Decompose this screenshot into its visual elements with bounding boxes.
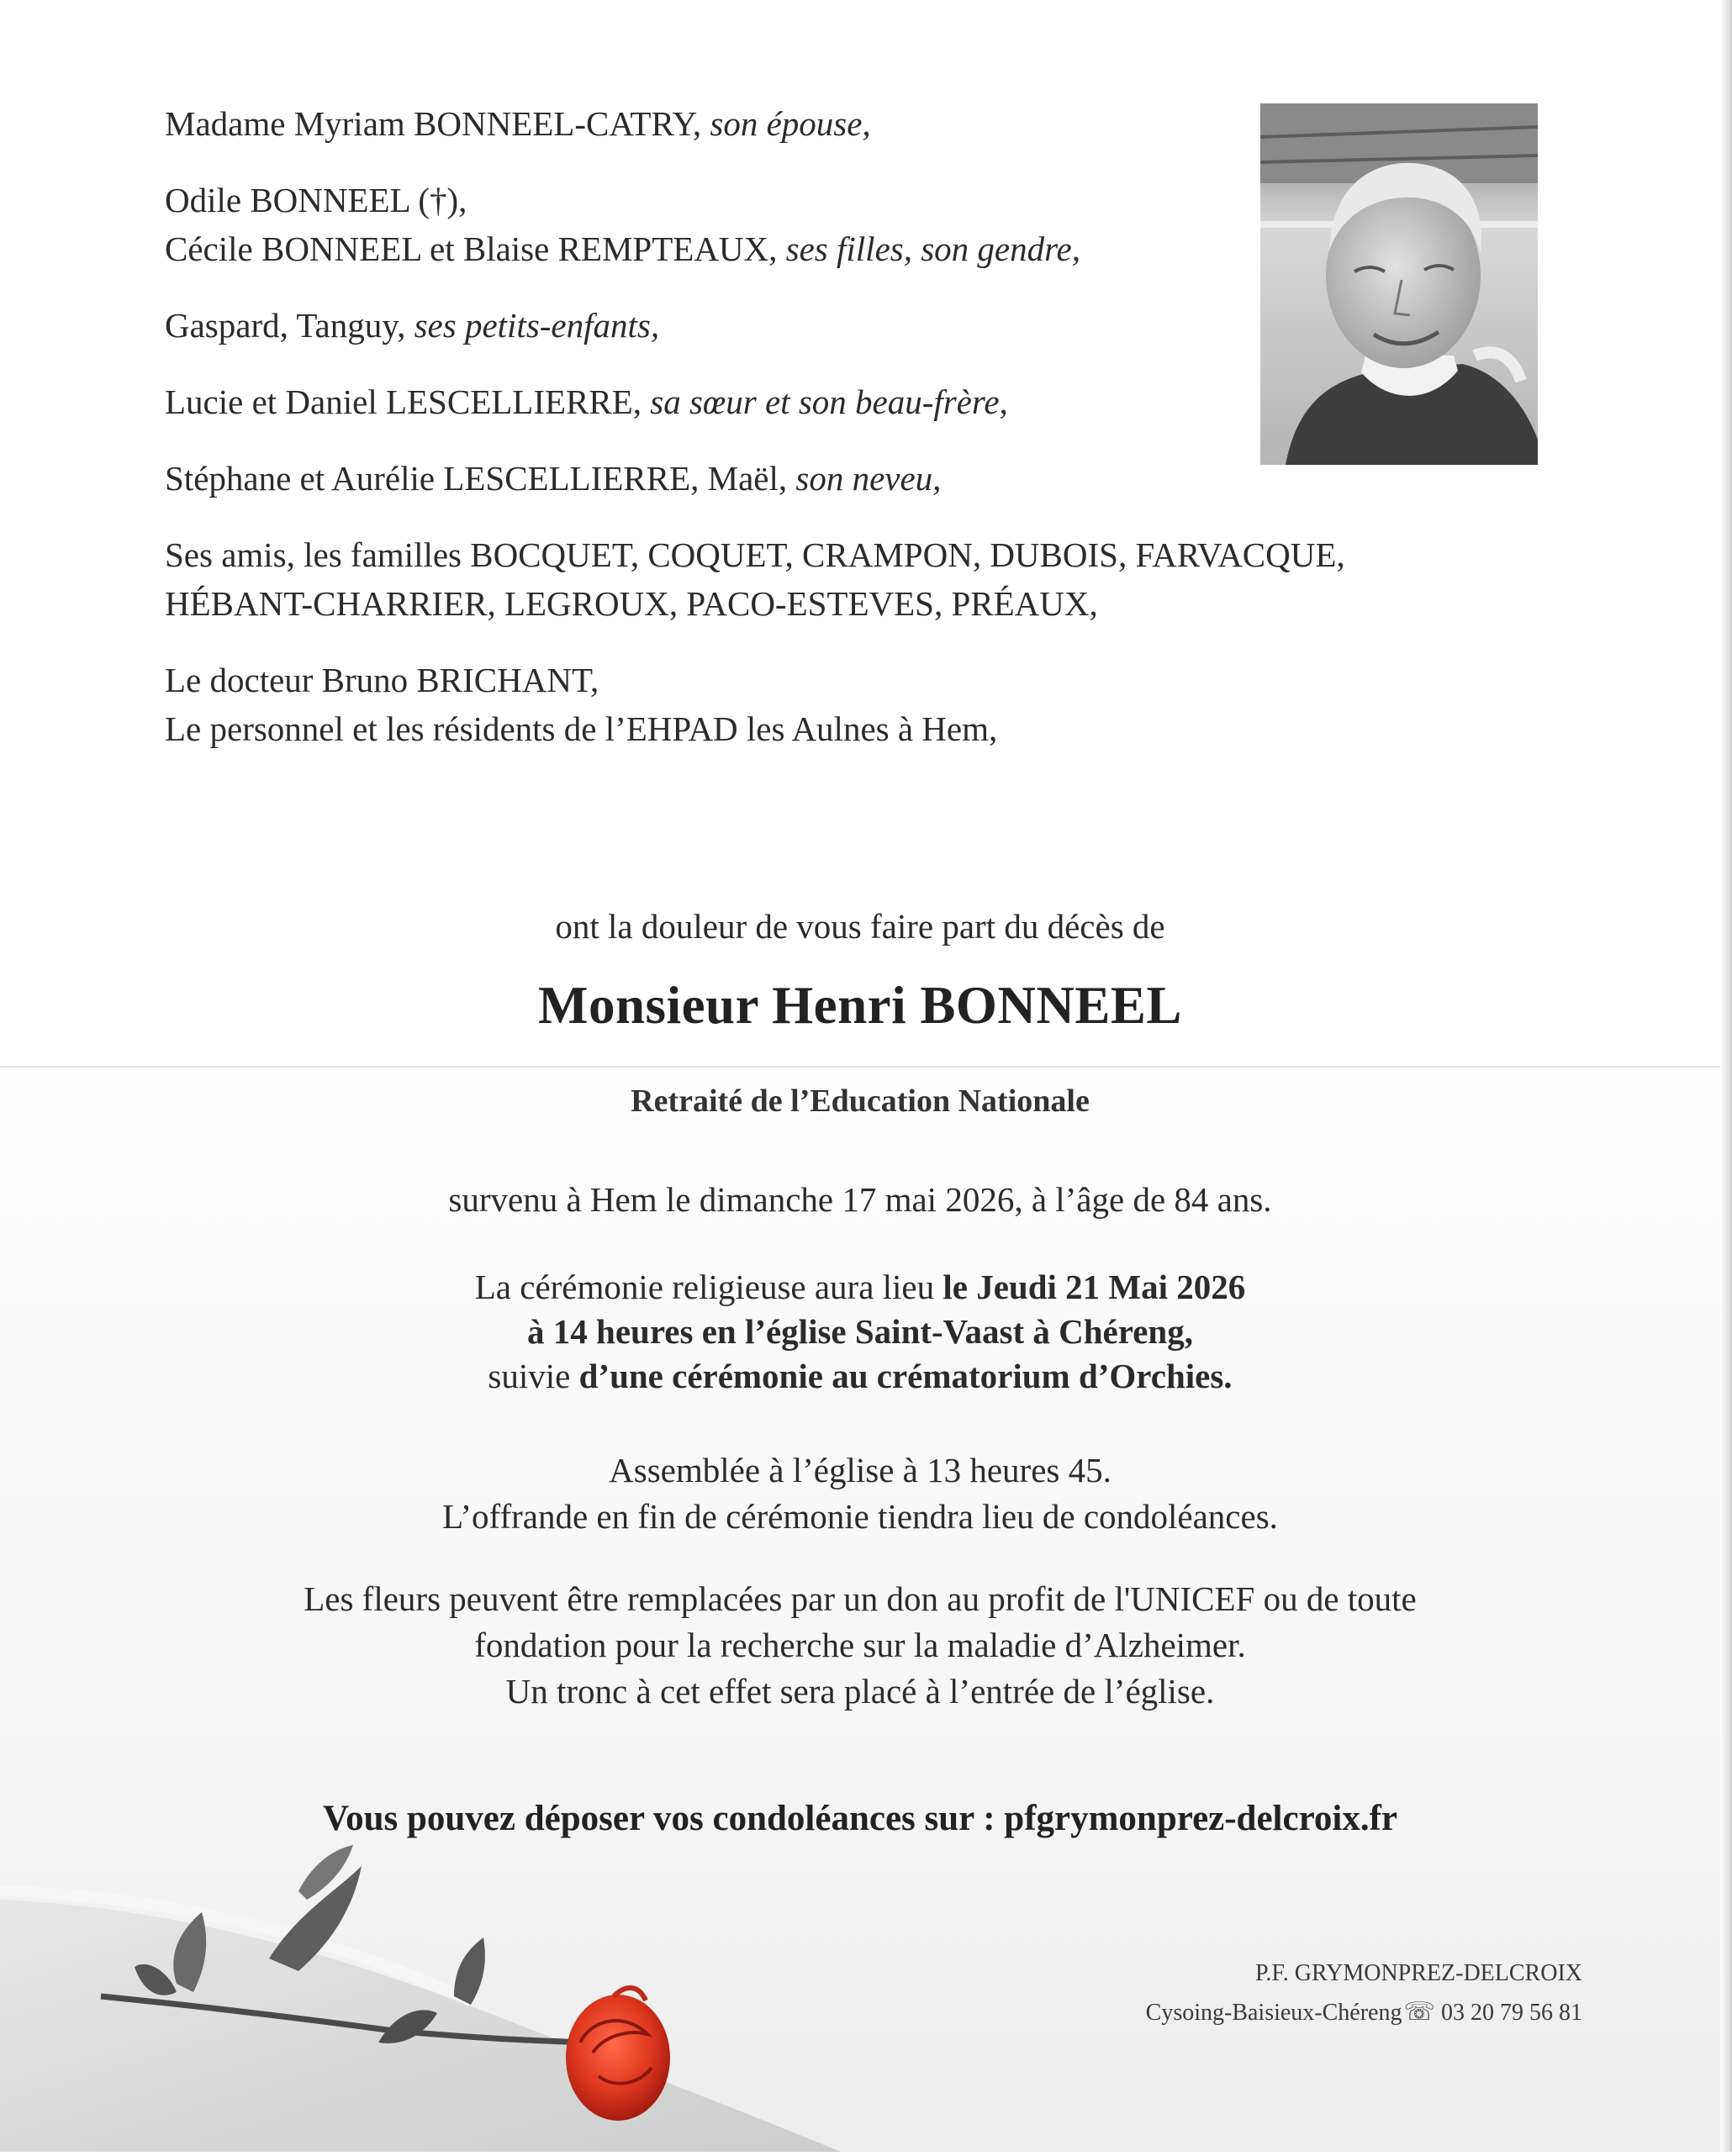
portrait-photo (1260, 103, 1538, 465)
funeral-home-info (1051, 1954, 1582, 2032)
ceremony-details (0, 1265, 1720, 1399)
ceremony-followed-text: suivie (488, 1357, 579, 1395)
family-member-names: Odile BONNEEL (†), (165, 181, 467, 219)
family-member-names: Gaspard, Tanguy, (165, 306, 415, 345)
family-group (165, 530, 1544, 628)
flowers-note (0, 1576, 1720, 1715)
flowers-line: Les fleurs peuvent être remplacées par un don au profit de l'UNICEF ou de toute (304, 1579, 1417, 1618)
family-line (165, 579, 1544, 628)
funeral-home-phone: 03 20 79 56 81 (1441, 2000, 1582, 2026)
family-relation: son neveu, (795, 459, 942, 498)
deceased-title: Retraité de l’Education Nationale (631, 1083, 1090, 1119)
rose-on-beach-image (0, 1832, 841, 2152)
ceremony-date: le Jeudi 21 Mai 2026 (943, 1268, 1246, 1306)
family-relation: ses petits-enfants, (414, 306, 660, 345)
family-relation: ses filles, son gendre, (785, 229, 1081, 268)
deceased-name: Monsieur Henri BONNEEL (538, 976, 1182, 1035)
crematorium-text: d’une cérémonie au crématorium d’Orchies. (578, 1357, 1233, 1395)
family-member-names: Stéphane et Aurélie LESCELLIERRE, Maël, (165, 459, 796, 498)
family-member-names: Lucie et Daniel LESCELLIERRE, (165, 382, 651, 421)
family-member-names: Le docteur Bruno BRICHANT, (165, 661, 599, 699)
ceremony-place: à 14 heures en l’église Saint-Vaast à Chéreng, (527, 1312, 1193, 1351)
family-relation: sa sœur et son beau-frère, (650, 382, 1008, 421)
assembly-time: Assemblée à l’église à 13 heures 45. (609, 1451, 1112, 1489)
family-member-names: Cécile BONNEEL et Blaise REMPTEAUX, (165, 229, 786, 268)
family-group (165, 656, 1544, 753)
family-member-names: Madame Myriam BONNEEL-CATRY, (165, 104, 710, 143)
family-member-names: HÉBANT-CHARRIER, LEGROUX, PACO-ESTEVES, PRÉAUX, (165, 584, 1098, 623)
family-member-names: Ses amis, les familles BOCQUET, COQUET, CRAMPON, DUBOIS, FARVACQUE, (165, 535, 1345, 574)
death-details: survenu à Hem le dimanche 17 mai 2026, à l’âge de 84 ans. (448, 1180, 1272, 1219)
funeral-home-locations: Cysoing-Baisieux-Chéreng (1145, 2000, 1402, 2026)
funeral-home-name: P.F. GRYMONPREZ-DELCROIX (1254, 1960, 1582, 1986)
assembly-details (0, 1447, 1720, 1540)
family-member-names: Le personnel et les résidents de l’EHPAD les Aulnes à Hem, (165, 709, 998, 748)
family-line (165, 656, 1544, 704)
paper-edge-shadow (1720, 0, 1732, 2152)
offering-note: L’offrande en fin de cérémonie tiendra lieu de condoléances. (442, 1497, 1278, 1536)
condolences-website: Vous pouvez déposer vos condoléances sur : pfgrymonprez-delcroix.fr (322, 1799, 1398, 1838)
telephone-icon: ☏ (1403, 1998, 1435, 2026)
announcement-line: ont la douleur de vous faire part du décès de (555, 907, 1165, 946)
paper-fold-line (0, 1066, 1732, 1067)
family-line (165, 704, 1544, 753)
flowers-line: fondation pour la recherche sur la maladie d’Alzheimer. (474, 1626, 1246, 1664)
family-line (165, 530, 1544, 579)
family-relation: son épouse, (710, 104, 871, 143)
ceremony-text: La cérémonie religieuse aura lieu (474, 1268, 943, 1306)
flowers-line: Un tronc à cet effet sera placé à l’entrée de l’église. (505, 1672, 1215, 1711)
